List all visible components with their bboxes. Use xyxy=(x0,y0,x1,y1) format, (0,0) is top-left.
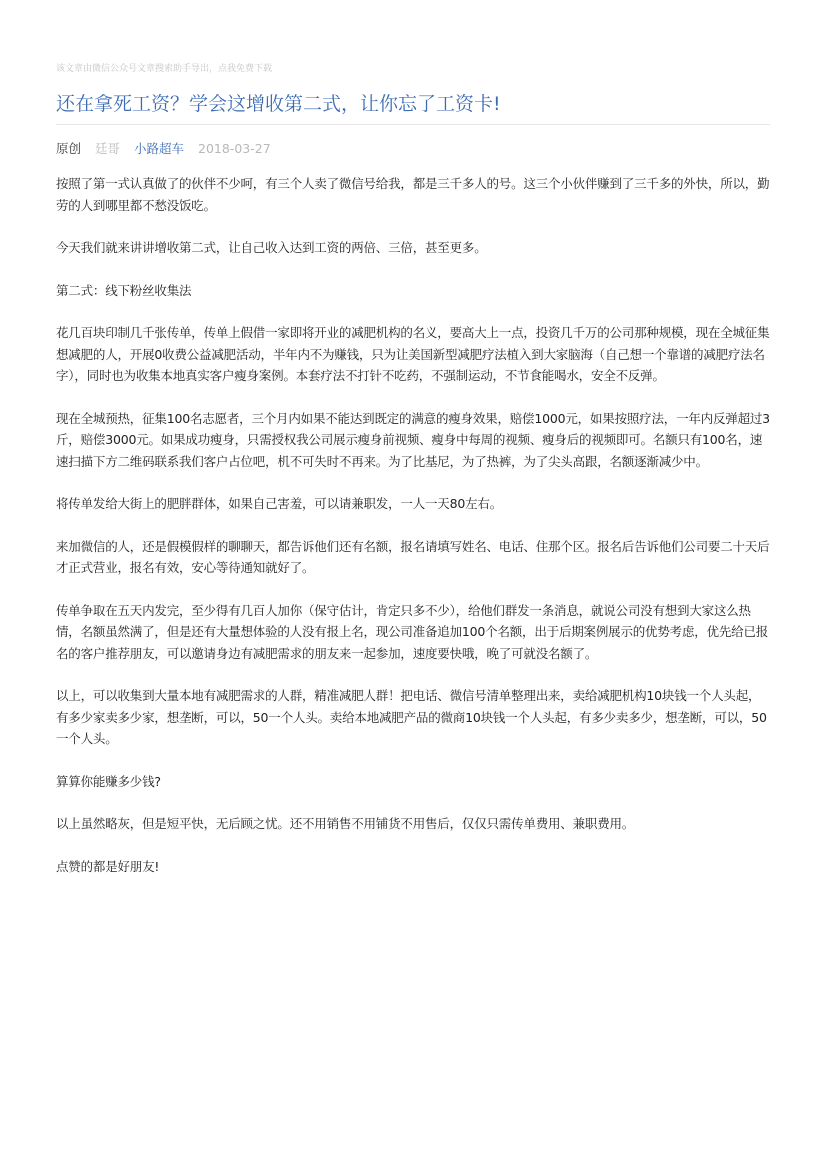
title-divider xyxy=(56,124,770,125)
original-label: 原创 xyxy=(56,141,82,156)
paragraph-wechat-contacts: 来加微信的人，还是假模假样的聊聊天，都告诉他们还有名额，报名请填写姓名、电话、住那个区。报名后告诉他们公司要二十天后才正式营业，报名有效，安心等待通知就好了。 xyxy=(56,538,770,575)
paragraph-flyer-plan: 花几百块印制几千张传单，传单上假借一家即将开业的减肥机构的名义，要高大上一点，投资几千万的公司那种规模，现在全城征集想减肥的人，开展0收费公益减肥活动，半年内不为赚钱，只为让美国新型减肥疗法植入到大家脑海（自己想一个靠谱的减肥疗法名字），同时也为收集本地真实客户瘦身案例。本套疗法不打针不吃药，不强制运动，不节食能喝水，安全不反弹。 xyxy=(56,325,770,383)
paragraph-closing: 点赞的都是好朋友! xyxy=(56,858,160,874)
export-notice-link[interactable]: 该文章由微信公众号文章搜索助手导出，点我免费下载 xyxy=(56,64,273,74)
article-meta xyxy=(56,140,281,158)
paragraph-topic: 今天我们就来讲讲增收第二式，让自己收入达到工资的两倍、三倍，甚至更多。 xyxy=(56,240,487,255)
paragraph-distribution: 将传单发给大街上的肥胖群体，如果自己害羞，可以请兼职发，一人一天80左右。 xyxy=(56,496,503,511)
account-name-link[interactable]: 小路超车 xyxy=(134,141,185,156)
article-body xyxy=(56,173,770,898)
article-title: 还在拿死工资？学会这增收第二式，让你忘了工资卡! xyxy=(56,93,501,115)
paragraph-referrals: 传单争取在五天内发完，至少得有几百人加你（保守估计，肯定只多不少），给他们群发一条消息，就说公司没有想到大家这么热情，名额虽然满了，但是还有大量想体验的人没有报上名，现公司准备追加100个名额，出于后期案例展示的优势考虑，优先给已报名的客户推荐朋友，可以邀请身边有减肥需求的朋友来一起参加，速度要快哦，晚了可就没名额了。 xyxy=(56,602,769,661)
paragraph-section-heading: 第二式：线下粉丝收集法 xyxy=(56,282,192,298)
paragraph-volunteer-offer: 现在全城预热，征集100名志愿者，三个月内如果不能达到既定的满意的瘦身效果，赔偿1000元，如果按照疗法，一年内反弹超过3斤，赔偿3000元。如果成功瘦身，只需授权我公司展示瘦身前视频、瘦身中每周的视频、瘦身后的视频即可。名额只有100名，速速扫描下方二维码联系我们客户占位吧，机不可失时不再来。为了比基尼，为了热裤，为了尖头高跟，名额逐渐减少中。 xyxy=(56,410,770,469)
paragraph-monetization: 以上，可以收集到大量本地有减肥需求的人群，精准减肥人群！把电话、微信号清单整理出来，卖给减肥机构10块钱一个人头起，有多少家卖多少家，想垄断，可以，50一个人头。卖给本地减肥产品的微商10块钱一个人头起，有多少卖多少，想垄断，可以，50一个人头。 xyxy=(56,688,767,746)
author-name: 廷哥 xyxy=(95,141,121,156)
paragraph-summary: 以上虽然略灰，但是短平快，无后顾之忧。还不用销售不用铺货不用售后，仅仅只需传单费用、兼职费用。 xyxy=(56,816,635,831)
paragraph-question: 算算你能赚多少钱? xyxy=(56,773,161,789)
paragraph-intro: 按照了第一式认真做了的伙伴不少呵，有三个人卖了微信号给我，都是三千多人的号。这三个小伙伴赚到了三千多的外快，所以，勤劳的人到哪里都不愁没饭吃。 xyxy=(56,176,770,213)
publish-date: 2018-03-27 xyxy=(198,141,271,156)
